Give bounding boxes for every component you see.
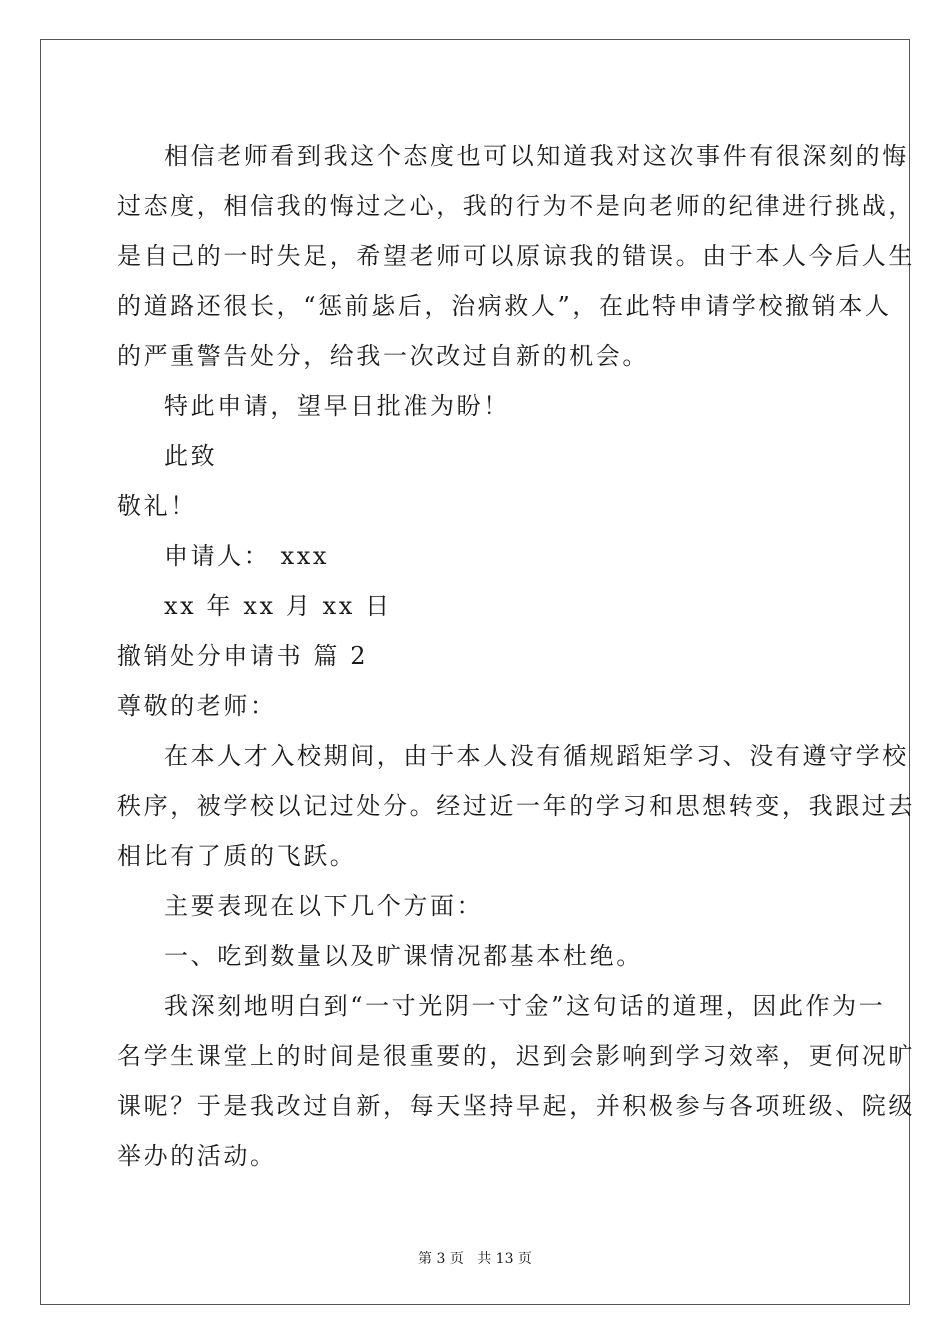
text-line: 在本人才入校期间，由于本人没有循规蹈矩学习、没有遵守学校 <box>164 742 909 770</box>
text-line: 此致 <box>164 442 218 470</box>
applicant-line: 申请人： xxx <box>164 542 330 570</box>
text-line: 主要表现在以下几个方面： <box>164 892 484 920</box>
salutation: 尊敬的老师： <box>117 692 277 720</box>
text-line: 课呢？于是我改过自新，每天坚持早起，并积极参与各项班级、院级 <box>117 1092 915 1120</box>
page-footer <box>0 1248 950 1268</box>
text-line: 我深刻地明白到“一寸光阴一寸金”这句话的道理，因此作为一 <box>164 992 886 1020</box>
text-line: 一、吃到数量以及旷课情况都基本杜绝。 <box>164 942 643 970</box>
text-line: 特此申请，望早日批准为盼！ <box>164 392 510 420</box>
section-heading: 撤销处分申请书 篇 2 <box>117 642 369 670</box>
text-line: 的道路还很长，“惩前毖后，治病救人”，在此特申请学校撤销本人 <box>117 292 892 320</box>
page-total: 共 13 页 <box>477 1251 532 1267</box>
text-line: 相信老师看到我这个态度也可以知道我对这次事件有很深刻的悔 <box>164 142 909 170</box>
text-line: 敬礼！ <box>117 492 197 520</box>
text-line: 的严重警告处分，给我一次改过自新的机会。 <box>117 342 649 370</box>
date-line: xx 年 xx 月 xx 日 <box>164 592 392 620</box>
text-line: 名学生课堂上的时间是很重要的，迟到会影响到学习效率，更何况旷 <box>117 1042 915 1070</box>
text-line: 举办的活动。 <box>117 1142 277 1170</box>
text-line: 相比有了质的飞跃。 <box>117 842 357 870</box>
text-line: 是自己的一时失足，希望老师可以原谅我的错误。由于本人今后人生 <box>117 242 915 270</box>
page-number: 第 3 页 <box>418 1251 464 1267</box>
text-line: 过态度，相信我的悔过之心，我的行为不是向老师的纪律进行挑战， <box>117 192 915 220</box>
text-line: 秩序，被学校以记过处分。经过近一年的学习和思想转变，我跟过去 <box>117 792 915 820</box>
